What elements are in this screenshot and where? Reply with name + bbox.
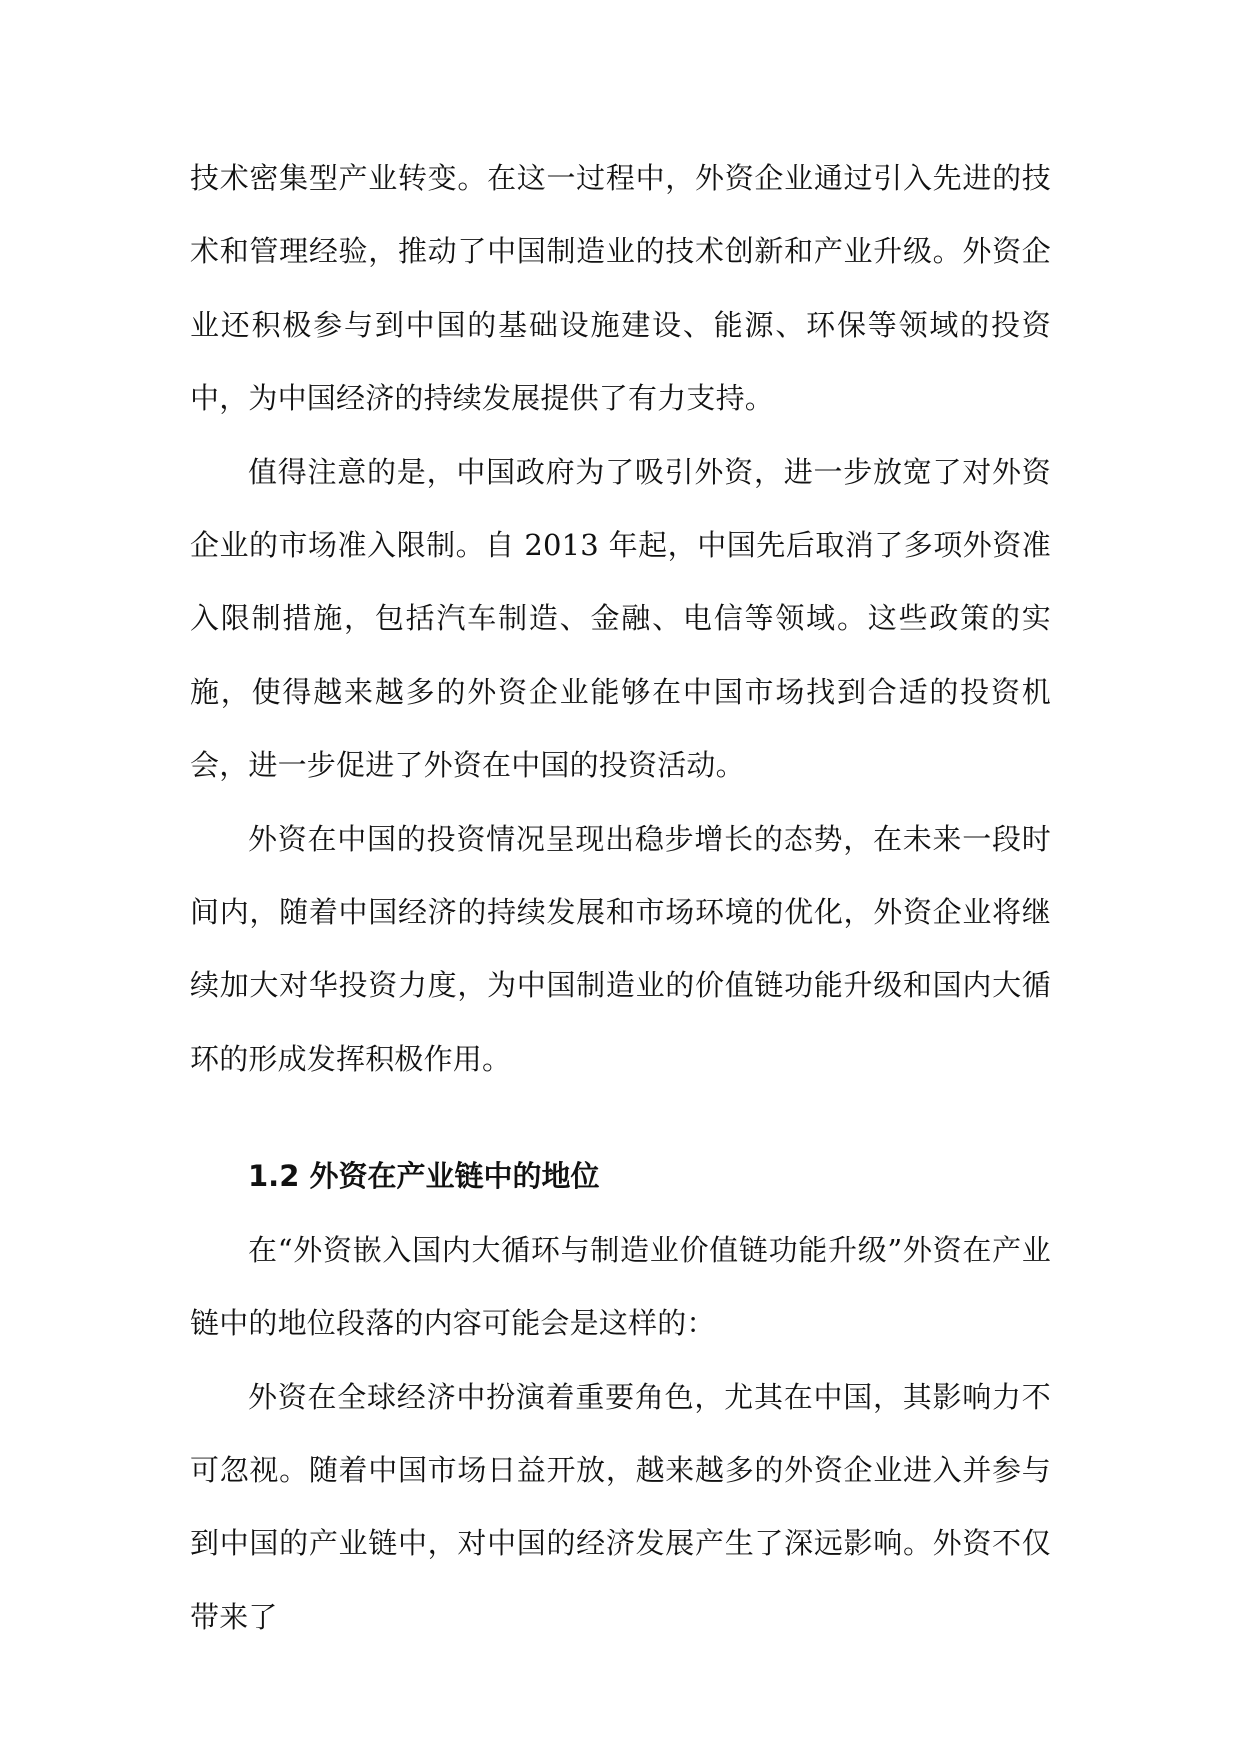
paragraph-continuation: 技术密集型产业转变。在这一过程中，外资企业通过引入先进的技术和管理经验，推动了中国制造业的技术创新和产业升级。外资企业还积极参与到中国的基础设施建设、能源、环保等领域的投资中，为中国经济的持续发展提供了有力支持。: [190, 161, 1051, 416]
paragraph-foreign-role: 外资在全球经济中扮演着重要角色，尤其在中国，其影响力不可忽视。随着中国市场日益开放，越来越多的外资企业进入并参与到中国的产业链中，对中国的经济发展产生了深远影响。外资不仅带来了: [190, 1379, 1051, 1634]
paragraph-investment-trend: 外资在中国的投资情况呈现出稳步增长的态势，在未来一段时间内，随着中国经济的持续发展和市场环境的优化，外资企业将继续加大对华投资力度，为中国制造业的价值链功能升级和国内大循环的形成发挥积极作用。: [190, 821, 1051, 1076]
document-body: [190, 142, 1051, 1654]
section-spacer: [190, 1096, 1051, 1140]
paragraph-section-intro: 在“外资嵌入国内大循环与制造业价值链功能升级”外资在产业链中的地位段落的内容可能会是这样的：: [190, 1232, 1051, 1341]
section-heading: 1.2 外资在产业链中的地位: [248, 1159, 600, 1194]
paragraph-market-access: 值得注意的是，中国政府为了吸引外资，进一步放宽了对外资企业的市场准入限制。自 2013 年起，中国先后取消了多项外资准入限制措施，包括汽车制造、金融、电信等领域。这些政策的实施，使得越来越多的外资企业能够在中国市场找到合适的投资机会，进一步促进了外资在中国的投资活动。: [190, 454, 1051, 783]
